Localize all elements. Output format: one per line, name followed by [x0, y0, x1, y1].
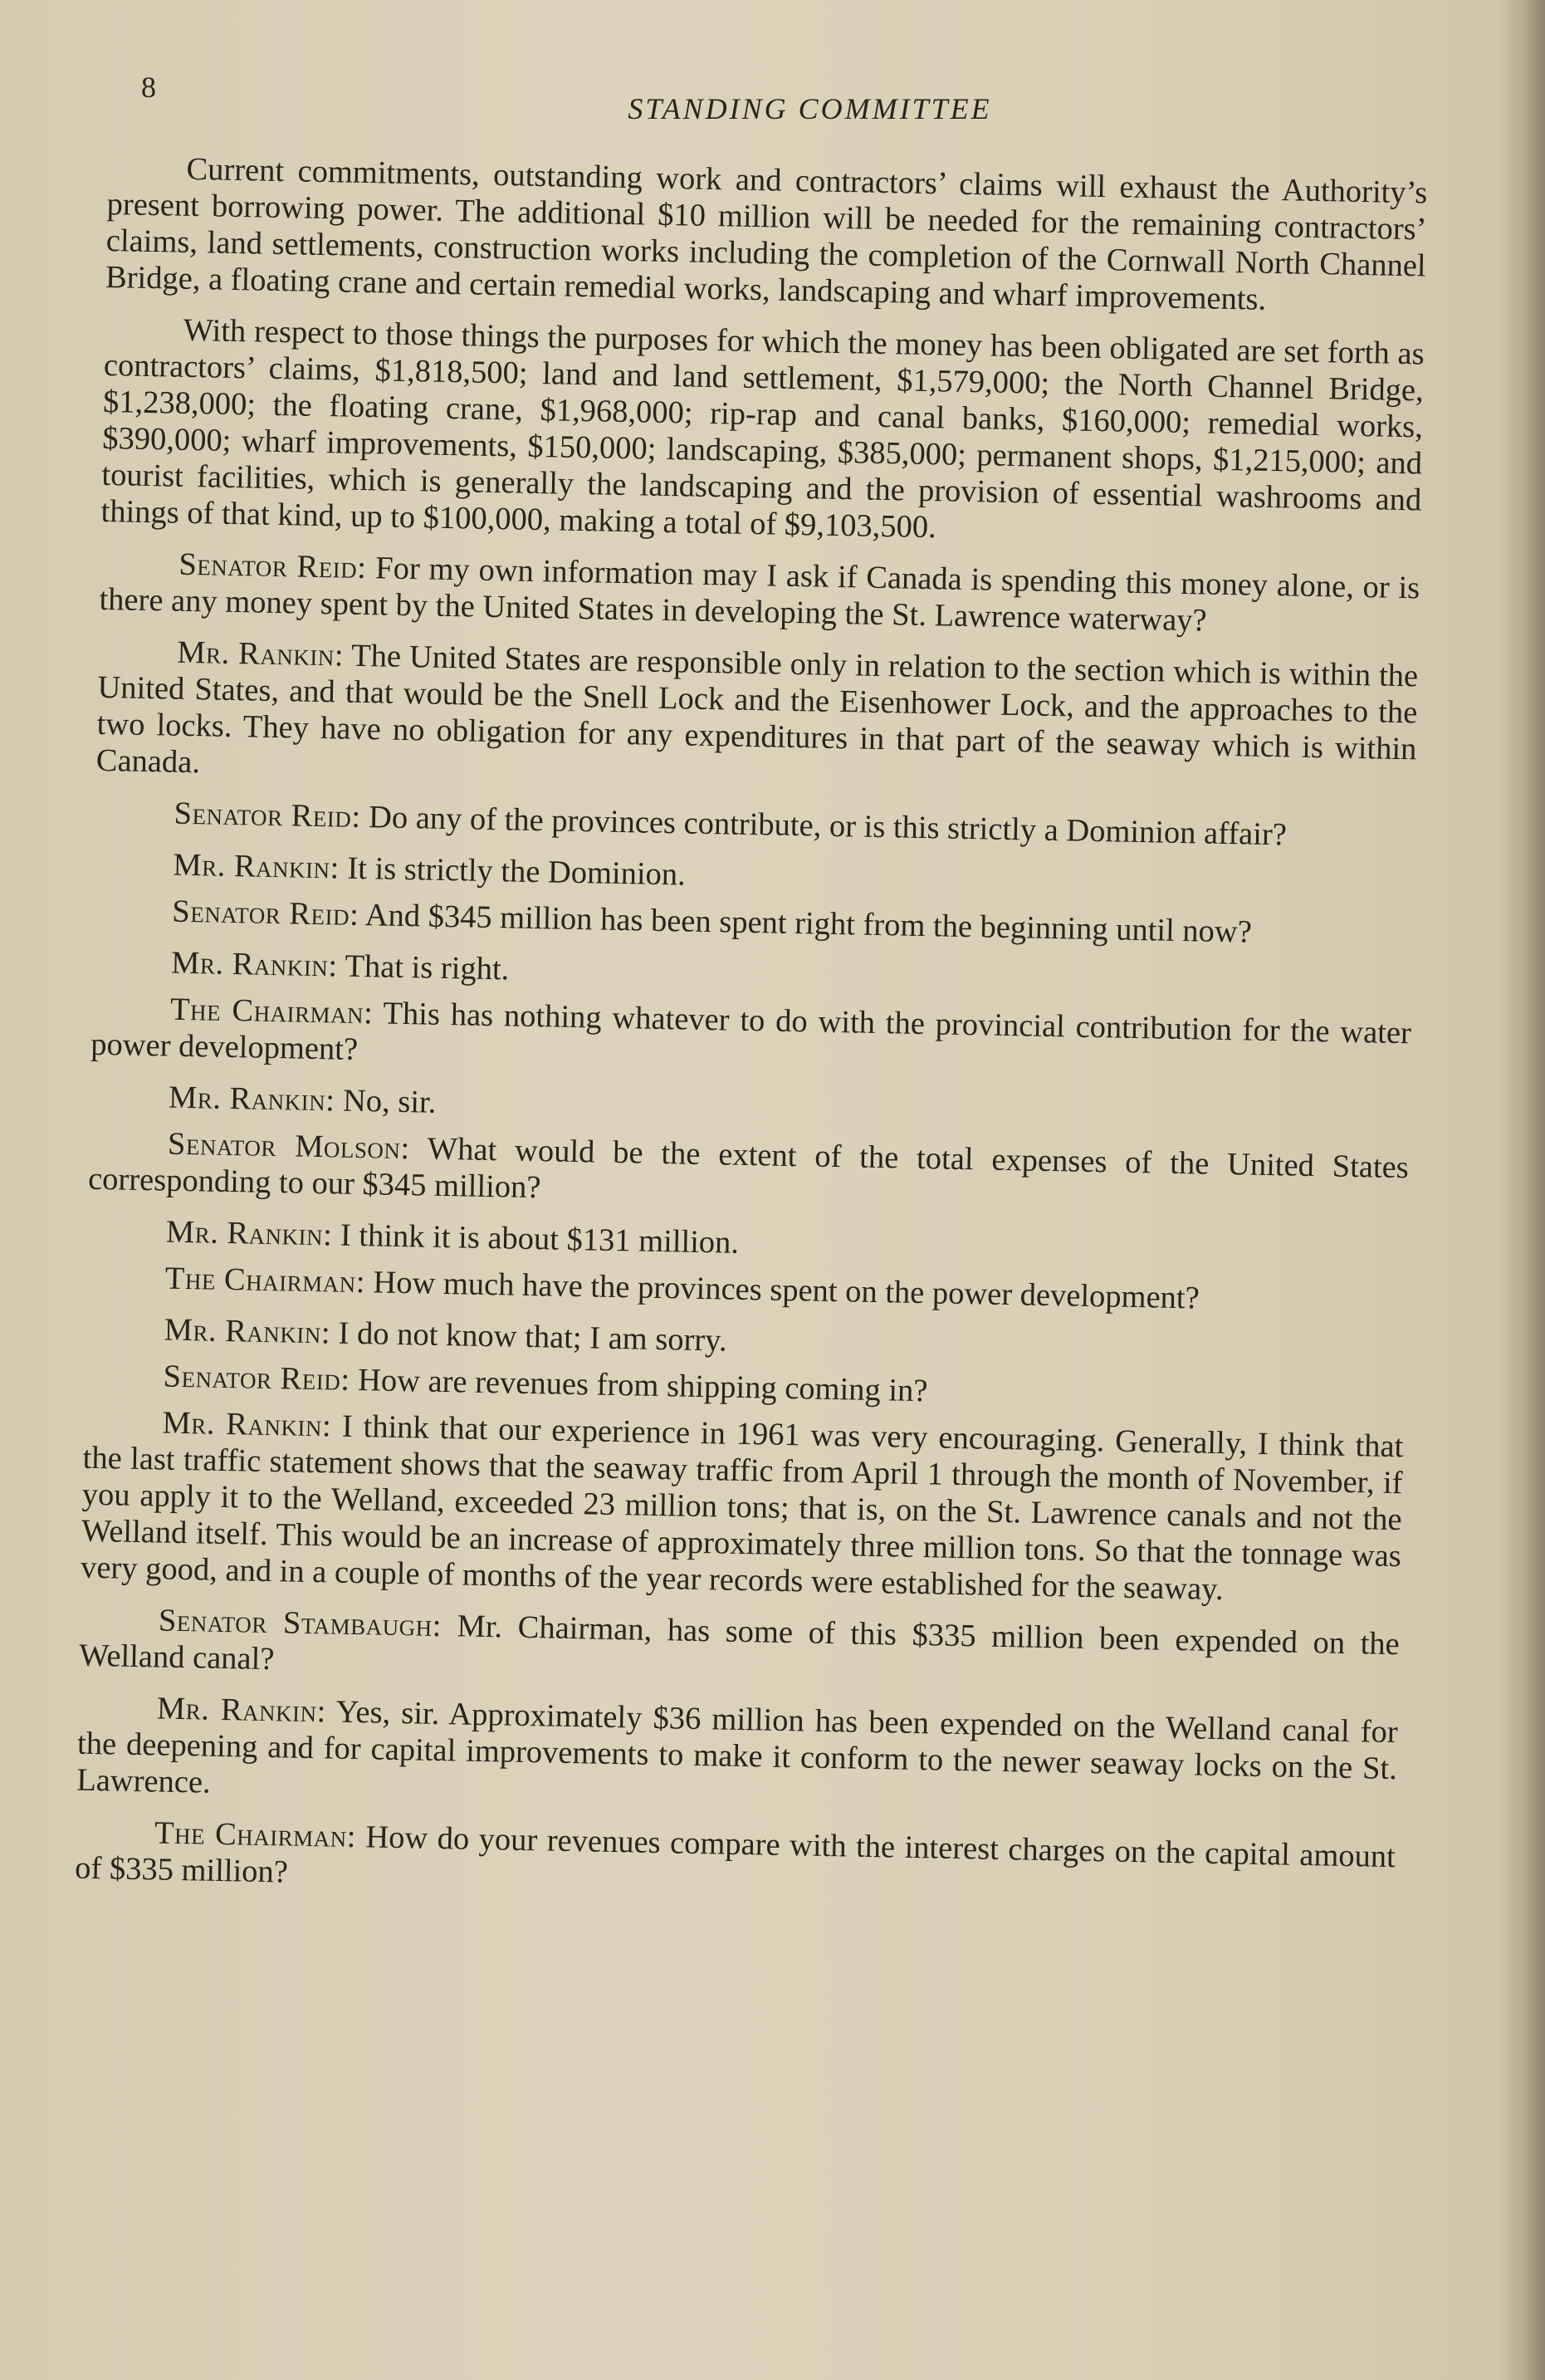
paragraph-text: Mr. Chairman, has some of this $335 million been expended on the Welland canal?	[78, 1609, 1401, 1677]
paragraph	[100, 311, 1425, 555]
paragraph	[95, 633, 1418, 804]
speaker-label: Mr. Rankin:	[176, 634, 345, 673]
paragraph-text: This has nothing whatever to do with the provincial contribution for the water power development?	[90, 996, 1412, 1067]
speaker-label: Senator Reid:	[171, 894, 359, 933]
paragraph-text: That is right.	[337, 948, 510, 987]
paragraph-text: The United States are responsible only in relation to the section which is within the United States, and that would be the Snell Lock and the Eisenhower Lock, and the approaches to the two locks. They have no obligation for any expenditures in that part of the seaway which is within Canada.	[95, 638, 1419, 781]
running-head: STANDING COMMITTEE	[628, 92, 992, 125]
paragraph	[81, 1403, 1404, 1611]
paragraph-text: Do any of the provinces contribute, or is this strictly a Dominion affair?	[360, 799, 1288, 853]
paragraph-text: What would be the extent of the total expenses of the United States corresponding to our $345 million?	[87, 1131, 1410, 1206]
speaker-label: Mr. Rankin:	[168, 1080, 335, 1119]
speaker-label: Senator Molson:	[167, 1126, 411, 1167]
paragraph-text: And $345 million has been spent right from the beginning until now?	[358, 897, 1253, 950]
paragraph-text: With respect to those things the purposes for which the money has been obligated are set forth as contractors’ claims, $1,818,500; land and land settlement, $1,579,000; the North Channel Bridge, $1,238,000; the floating crane, $1,968,000; rip-rap and canal banks, $160,000; remedial works, $390,000; wharf improvements, $150,000; landscaping, $385,000; permanent shops, $1,215,000; and tourist facilities, which is generally the landscaping and the provision of essential washrooms and things of that kind, up to $100,000, making a total of $9,103,500.	[100, 312, 1425, 546]
speaker-label: Mr. Rankin:	[164, 1312, 331, 1351]
paragraph-text: How are revenues from shipping coming in?	[350, 1362, 928, 1409]
speaker-label: The Chairman:	[154, 1815, 357, 1855]
page-number: 8	[141, 71, 157, 104]
paragraph	[95, 794, 1415, 856]
paragraph-text: I think that our experience in 1961 was very encouraging. Generally, I think that the last traffic statement shows that the seaway traffic from April 1 through the month of November, if you apply it to the Welland, exceeded 23 million tons; that is, on the St. Lawrence canals and not the Welland itself. This would be an increase of approximately three million tons. So that the tonnage was very good, and in a couple of months of the year records were established for the seaway.	[80, 1408, 1404, 1608]
body-text	[74, 149, 1427, 1927]
paragraph-text: How much have the provinces spent on the power development?	[364, 1265, 1200, 1316]
paragraph	[99, 545, 1420, 644]
paragraph-text: For my own information may I ask if Canada is spending this money alone, or is there any money spent by the United States in developing the St. Lawrence waterway?	[99, 551, 1420, 639]
paragraph-text: How do your revenues compare with the interest charges on the capital amount of $335 million?	[74, 1819, 1396, 1890]
speaker-label: Senator Reid:	[178, 546, 367, 586]
speaker-label: Mr. Rankin:	[170, 945, 338, 984]
paragraph	[105, 149, 1428, 321]
speaker-label: Senator Reid:	[163, 1359, 350, 1398]
paragraph-text: I do not know that; I am sorry.	[330, 1315, 727, 1359]
paragraph	[88, 1124, 1409, 1223]
speaker-label: Mr. Rankin:	[162, 1405, 332, 1444]
paragraph	[90, 990, 1411, 1089]
paragraph-text: Yes, sir. Approximately $36 million has been expended on the Welland canal for the deepening and for capital improvements to make it conform to the newer seaway locks on the St. Lawrence.	[76, 1694, 1399, 1800]
paragraph	[76, 1689, 1398, 1824]
speaker-label: Senator Reid:	[174, 796, 361, 835]
paragraph	[75, 1814, 1396, 1912]
speaker-label: The Chairman:	[169, 992, 374, 1031]
speaker-label: Mr. Rankin:	[173, 847, 340, 886]
speaker-label: Senator Stambaugh:	[158, 1603, 442, 1644]
paragraph	[79, 1601, 1400, 1700]
speaker-label: Mr. Rankin:	[156, 1691, 327, 1730]
paragraph-text: I think it is about $131 million.	[331, 1217, 740, 1261]
page-edge-shadow	[1500, 0, 1545, 2380]
speaker-label: Mr. Rankin:	[165, 1214, 333, 1253]
paragraph-text: Current commitments, outstanding work and contractors’ claims will exhaust the Authority’s present borrowing power. The additional $10 million will be needed for the remaining contractors’ claims, land settlements, construction works including the completion of the Cornwall North Channel Bridge, a floating crane and certain remedial works, landscaping and wharf improvements.	[105, 151, 1428, 317]
paragraph-text: It is strictly the Dominion.	[339, 850, 687, 893]
paragraph-text: No, sir.	[335, 1083, 437, 1120]
speaker-label: The Chairman:	[164, 1261, 366, 1300]
